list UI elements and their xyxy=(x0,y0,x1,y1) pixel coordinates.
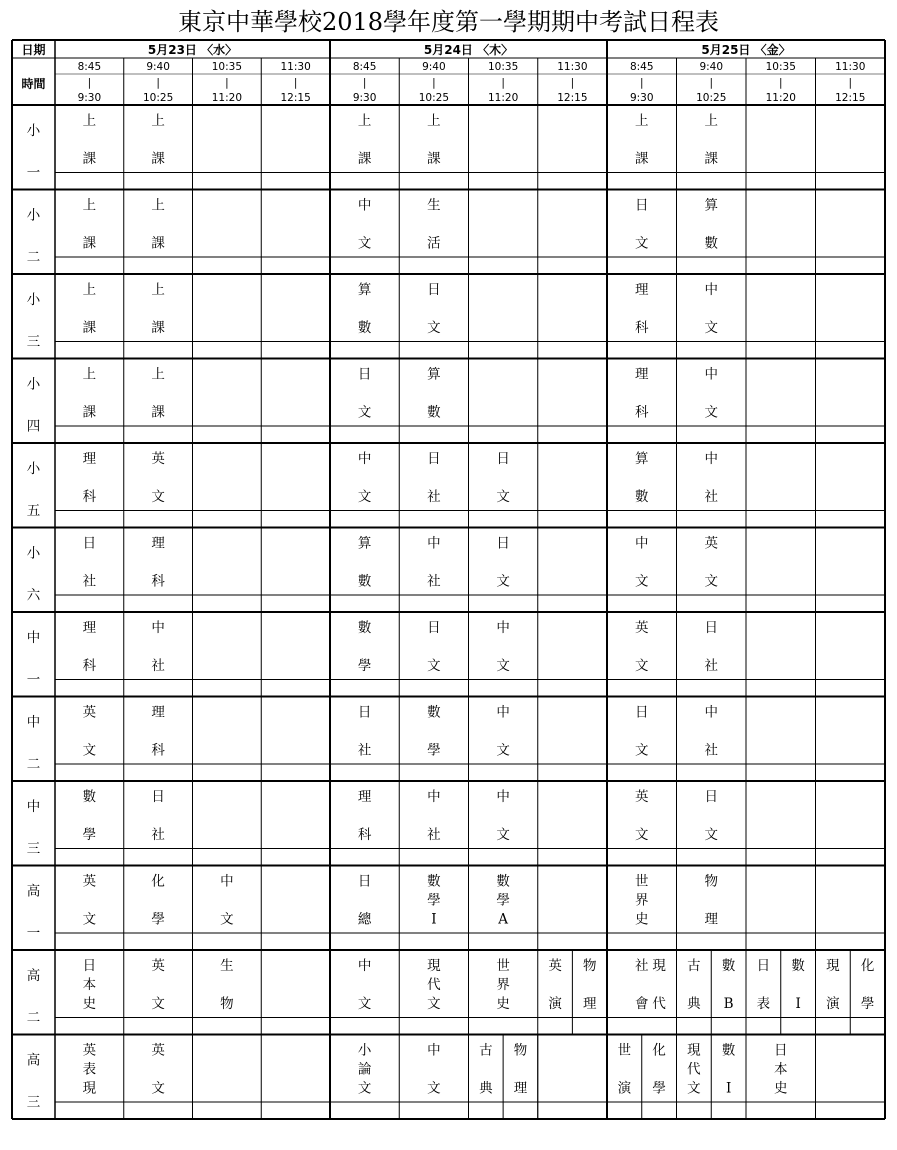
subject-label: 學 xyxy=(652,1080,666,1097)
subject-label: 總 xyxy=(357,911,372,928)
subject-label: 物 xyxy=(582,957,597,974)
class-label: 小 xyxy=(26,292,41,308)
subject-label: 日 xyxy=(704,788,718,805)
subject-label: 文 xyxy=(357,235,372,252)
period-end-time: 10:25 xyxy=(696,92,727,104)
subject-label: 界 xyxy=(496,976,510,993)
subject-label: 數 xyxy=(704,235,718,252)
subject-label: 數 xyxy=(427,704,441,721)
subject-label: 數 xyxy=(357,573,372,590)
subject-label: 理 xyxy=(635,366,649,383)
class-label: 四 xyxy=(26,418,41,435)
subject-label: 數 xyxy=(357,319,372,336)
subject-label: 數 xyxy=(82,788,97,805)
subject-label: 日 xyxy=(357,366,372,383)
subject-label: 文 xyxy=(496,488,510,505)
subject-label: 科 xyxy=(635,319,649,336)
subject-label: 科 xyxy=(357,826,372,843)
subject-label: 日 xyxy=(82,957,97,974)
subject-label: 上 xyxy=(82,281,97,298)
subject-label: 中 xyxy=(427,788,441,805)
subject-label: A xyxy=(498,911,508,928)
subject-label: 小 xyxy=(357,1042,372,1059)
subject-label: 理 xyxy=(635,281,649,298)
subject-label: 英 xyxy=(82,704,97,721)
subject-label: 中 xyxy=(704,450,718,467)
subject-label: 上 xyxy=(82,366,97,383)
subject-label: 課 xyxy=(357,150,372,167)
subject-label: 文 xyxy=(704,404,718,421)
subject-label: 中 xyxy=(496,788,510,805)
subject-label: 中 xyxy=(704,704,718,721)
subject-label: 文 xyxy=(427,1080,441,1097)
subject-label: 文 xyxy=(82,742,97,759)
period-separator: | xyxy=(639,77,644,89)
subject-label: 理 xyxy=(582,995,597,1012)
period-end-time: 9:30 xyxy=(629,92,654,104)
subject-label: 化 xyxy=(860,957,875,974)
subject-label: 上 xyxy=(357,112,372,129)
subject-label: 文 xyxy=(357,488,372,505)
subject-label: 日 xyxy=(151,788,165,805)
subject-label: 上 xyxy=(151,197,165,214)
period-start-time: 10:35 xyxy=(765,61,796,73)
subject-label: 英 xyxy=(635,788,649,805)
subject-label: 社 xyxy=(82,573,97,590)
day-header: 5月25日 〈金〉 xyxy=(701,43,791,57)
subject-label: 中 xyxy=(496,619,510,636)
class-label: 三 xyxy=(26,841,41,857)
period-end-time: 10:25 xyxy=(418,92,450,104)
subject-label: 理 xyxy=(357,788,372,805)
period-separator: | xyxy=(87,77,92,89)
period-end-time: 12:15 xyxy=(835,92,866,104)
subject-label: 理 xyxy=(513,1080,528,1097)
class-label: 三 xyxy=(26,1094,41,1111)
table-grid-lines xyxy=(12,40,885,1119)
subject-label: 世 xyxy=(617,1042,632,1059)
subject-label: 物 xyxy=(220,995,234,1012)
subject-label: 文 xyxy=(427,319,441,336)
subject-label: 社 xyxy=(427,488,441,505)
subject-label: 課 xyxy=(82,150,97,167)
subject-label: 上 xyxy=(704,112,718,129)
period-start-time: 11:30 xyxy=(280,61,311,73)
subject-label: 社 xyxy=(151,657,165,674)
subject-label: 日 xyxy=(635,197,649,214)
subject-label: 史 xyxy=(496,995,510,1012)
subject-label: 史 xyxy=(635,911,649,928)
subject-label: 日 xyxy=(357,873,372,890)
class-label: 三 xyxy=(26,334,41,350)
period-separator: | xyxy=(432,77,436,89)
subject-label: 代 xyxy=(687,1061,701,1078)
subject-label: 學 xyxy=(151,911,165,928)
subject-label: 科 xyxy=(151,742,165,759)
period-start-time: 8:45 xyxy=(77,61,102,73)
subject-label: 中 xyxy=(427,535,441,552)
period-start-time: 11:30 xyxy=(557,61,588,73)
period-start-time: 11:30 xyxy=(835,61,866,73)
period-start-time: 9:40 xyxy=(146,61,170,73)
subject-label: 現 xyxy=(826,957,840,974)
subject-label: 中 xyxy=(357,957,372,974)
subject-label: 數 xyxy=(635,488,649,505)
subject-label: 文 xyxy=(220,911,234,928)
subject-label: 理 xyxy=(82,450,97,467)
subject-label: 數 xyxy=(427,873,441,890)
subject-label: Ⅰ xyxy=(795,995,801,1012)
period-separator: | xyxy=(848,77,853,89)
class-label: 中 xyxy=(26,799,41,815)
subject-label: 日 xyxy=(774,1042,788,1059)
subject-label: 活 xyxy=(427,235,441,252)
subject-label: 生 xyxy=(220,957,234,974)
subject-label: 學 xyxy=(427,892,441,909)
subject-label: 上 xyxy=(151,281,165,298)
subject-label: 上 xyxy=(635,112,649,129)
period-start-time: 9:40 xyxy=(422,61,446,73)
subject-label: 日 xyxy=(427,281,441,298)
subject-label: 文 xyxy=(704,826,718,843)
subject-label: 文 xyxy=(357,995,372,1012)
class-label: 二 xyxy=(26,249,41,266)
subject-label: 科 xyxy=(151,573,165,590)
subject-label: 文 xyxy=(357,404,372,421)
subject-label: 界 xyxy=(635,892,649,909)
period-end-time: 11:20 xyxy=(487,92,519,104)
subject-label: 中 xyxy=(704,366,718,383)
subject-label: 本 xyxy=(774,1061,788,1078)
subject-label: 演 xyxy=(617,1080,632,1097)
subject-label: 上 xyxy=(427,112,441,129)
subject-label: 代 xyxy=(427,976,441,993)
subject-label: 文 xyxy=(496,573,510,590)
subject-label: 物 xyxy=(513,1042,528,1059)
subject-label: 文 xyxy=(151,995,165,1012)
subject-label: 日 xyxy=(82,535,97,552)
subject-label: 文 xyxy=(704,573,718,590)
period-separator: | xyxy=(156,77,160,89)
class-label: 中 xyxy=(26,714,41,731)
subject-label: 英 xyxy=(82,1042,97,1059)
subject-label: 課 xyxy=(635,150,649,167)
subject-label: 英 xyxy=(82,873,97,890)
class-label: 一 xyxy=(26,672,41,688)
subject-label: 日 xyxy=(756,957,771,974)
period-start-time: 8:45 xyxy=(352,61,377,73)
subject-label: 演 xyxy=(548,995,562,1012)
class-label: 二 xyxy=(26,1010,41,1026)
subject-label: 文 xyxy=(151,488,165,505)
subject-label: B xyxy=(723,995,734,1012)
subject-label: 學 xyxy=(496,892,510,909)
subject-label: Ⅰ xyxy=(431,911,437,928)
class-label: 高 xyxy=(26,1052,41,1069)
subject-label: 中 xyxy=(151,619,165,636)
subject-label: 上 xyxy=(82,112,97,129)
subject-label: 算 xyxy=(357,535,372,552)
subject-label: 文 xyxy=(635,742,649,759)
subject-label: 科 xyxy=(82,488,97,505)
class-label: 中 xyxy=(26,630,41,646)
subject-label: 數 xyxy=(427,404,441,421)
class-label: 高 xyxy=(26,883,41,900)
subject-label: 算 xyxy=(704,197,718,214)
subject-label: 現 xyxy=(652,957,666,974)
subject-label: 文 xyxy=(496,742,510,759)
subject-label: 中 xyxy=(704,281,718,298)
subject-label: 日 xyxy=(427,450,441,467)
subject-label: 課 xyxy=(82,235,97,252)
class-label: 小 xyxy=(26,207,41,224)
subject-label: 世 xyxy=(496,957,510,974)
subject-label: 文 xyxy=(151,1080,165,1097)
subject-label: 科 xyxy=(82,657,97,674)
subject-label: 數 xyxy=(721,957,736,974)
class-label: 小 xyxy=(26,545,41,562)
subject-label: 課 xyxy=(82,404,97,421)
subject-label: 課 xyxy=(151,150,165,167)
subject-label: 英 xyxy=(151,450,165,467)
period-end-time: 9:30 xyxy=(352,92,377,104)
subject-label: 表 xyxy=(82,1061,97,1078)
day-header: 5月24日 〈木〉 xyxy=(423,43,514,57)
subject-label: 文 xyxy=(704,319,718,336)
subject-label: 中 xyxy=(220,873,234,890)
subject-label: 文 xyxy=(635,826,649,843)
subject-label: 論 xyxy=(357,1061,372,1078)
class-label: 小 xyxy=(26,376,41,393)
subject-label: 世 xyxy=(635,873,649,890)
subject-label: 日 xyxy=(496,450,510,467)
subject-label: 日 xyxy=(427,619,441,636)
subject-label: 上 xyxy=(151,366,165,383)
subject-label: 社 xyxy=(427,826,441,843)
subject-label: 演 xyxy=(826,995,840,1012)
date-header-label: 日期 xyxy=(21,43,46,57)
subject-label: 社 xyxy=(704,488,718,505)
subject-label: 課 xyxy=(151,319,165,336)
subject-label: 史 xyxy=(774,1080,788,1097)
period-separator: | xyxy=(293,77,298,89)
period-end-time: 12:15 xyxy=(557,92,588,104)
time-header-label: 時間 xyxy=(21,77,46,91)
subject-label: 典 xyxy=(687,995,701,1012)
subject-label: 社 xyxy=(635,957,649,974)
subject-label: 史 xyxy=(82,995,97,1012)
subject-label: 日 xyxy=(357,704,372,721)
subject-label: 英 xyxy=(151,957,165,974)
subject-label: 數 xyxy=(357,619,372,636)
subject-label: 課 xyxy=(151,404,165,421)
class-label: 小 xyxy=(26,123,41,139)
subject-label: 理 xyxy=(151,535,165,552)
subject-label: 化 xyxy=(652,1042,666,1059)
subject-label: 中 xyxy=(357,197,372,214)
period-separator: | xyxy=(778,77,783,89)
subject-label: 現 xyxy=(687,1042,701,1059)
subject-label: 代 xyxy=(652,995,666,1012)
subject-label: 科 xyxy=(635,404,649,421)
class-label: 六 xyxy=(26,587,41,604)
subject-label: 本 xyxy=(82,976,97,993)
class-label: 一 xyxy=(26,165,41,181)
period-end-time: 11:20 xyxy=(211,92,243,104)
subject-label: 古 xyxy=(479,1042,493,1059)
subject-label: 古 xyxy=(687,957,701,974)
subject-label: 學 xyxy=(427,742,441,759)
subject-label: 日 xyxy=(704,619,718,636)
period-start-time: 9:40 xyxy=(699,61,724,73)
subject-label: 中 xyxy=(635,535,649,552)
subject-label: 課 xyxy=(427,150,441,167)
subject-label: 文 xyxy=(635,657,649,674)
subject-label: 文 xyxy=(635,235,649,252)
class-label: 五 xyxy=(26,503,41,519)
subject-label: 社 xyxy=(427,573,441,590)
day-header: 5月23日 〈水〉 xyxy=(147,43,238,57)
subject-label: 文 xyxy=(427,995,441,1012)
subject-label: 物 xyxy=(704,873,718,890)
subject-label: 日 xyxy=(635,704,649,721)
period-start-time: 10:35 xyxy=(487,61,519,73)
subject-label: 社 xyxy=(704,657,718,674)
subject-label: 文 xyxy=(357,1080,372,1097)
subject-label: 中 xyxy=(357,450,372,467)
subject-label: 日 xyxy=(496,535,510,552)
subject-label: 學 xyxy=(82,826,97,843)
subject-label: 數 xyxy=(496,873,510,890)
period-start-time: 10:35 xyxy=(211,61,243,73)
subject-label: 課 xyxy=(704,150,718,167)
subject-label: 英 xyxy=(548,957,562,974)
subject-label: 會 xyxy=(635,995,649,1012)
subject-label: 數 xyxy=(791,957,805,974)
subject-label: 算 xyxy=(427,366,441,383)
subject-label: 學 xyxy=(860,995,875,1012)
period-separator: | xyxy=(709,77,714,89)
subject-label: 現 xyxy=(427,957,441,974)
subject-label: 數 xyxy=(721,1042,736,1059)
period-end-time: 11:20 xyxy=(765,92,796,104)
subject-label: 課 xyxy=(151,235,165,252)
period-separator: | xyxy=(501,77,505,89)
class-label: 高 xyxy=(26,968,41,984)
subject-label: 理 xyxy=(151,704,165,721)
period-end-time: 9:30 xyxy=(77,92,102,104)
subject-label: 化 xyxy=(151,873,165,890)
subject-label: 社 xyxy=(704,742,718,759)
period-end-time: 12:15 xyxy=(280,92,311,104)
page-title: 東京中華學校2018學年度第一學期期中考試日程表 xyxy=(177,8,720,36)
subject-label: 上 xyxy=(82,197,97,214)
subject-label: 學 xyxy=(357,657,372,674)
subject-label: 社 xyxy=(151,826,165,843)
subject-label: 英 xyxy=(635,619,649,636)
period-start-time: 8:45 xyxy=(629,61,654,73)
subject-label: 現 xyxy=(82,1080,97,1097)
subject-label: 文 xyxy=(496,657,510,674)
subject-label: 文 xyxy=(82,911,97,928)
class-label: 小 xyxy=(26,461,41,477)
subject-label: 算 xyxy=(357,281,372,298)
subject-label: 文 xyxy=(635,573,649,590)
subject-label: 上 xyxy=(151,112,165,129)
subject-label: 理 xyxy=(82,619,97,636)
period-separator: | xyxy=(570,77,575,89)
subject-label: 課 xyxy=(82,319,97,336)
subject-label: 算 xyxy=(635,450,649,467)
subject-label: 文 xyxy=(427,657,441,674)
class-label: 一 xyxy=(26,925,41,942)
subject-label: 社 xyxy=(357,742,372,759)
period-separator: | xyxy=(362,77,367,89)
subject-label: 文 xyxy=(496,826,510,843)
class-label: 二 xyxy=(26,756,41,773)
period-end-time: 10:25 xyxy=(142,92,174,104)
subject-label: Ⅰ xyxy=(725,1080,732,1097)
subject-label: 中 xyxy=(427,1042,441,1059)
subject-label: 英 xyxy=(151,1042,165,1059)
subject-label: 中 xyxy=(496,704,510,721)
subject-label: 英 xyxy=(704,535,718,552)
subject-label: 生 xyxy=(427,197,441,214)
subject-label: 理 xyxy=(704,911,718,928)
subject-label: 典 xyxy=(479,1080,493,1097)
subject-label: 文 xyxy=(687,1080,701,1097)
period-separator: | xyxy=(225,77,229,89)
subject-label: 表 xyxy=(756,995,771,1012)
